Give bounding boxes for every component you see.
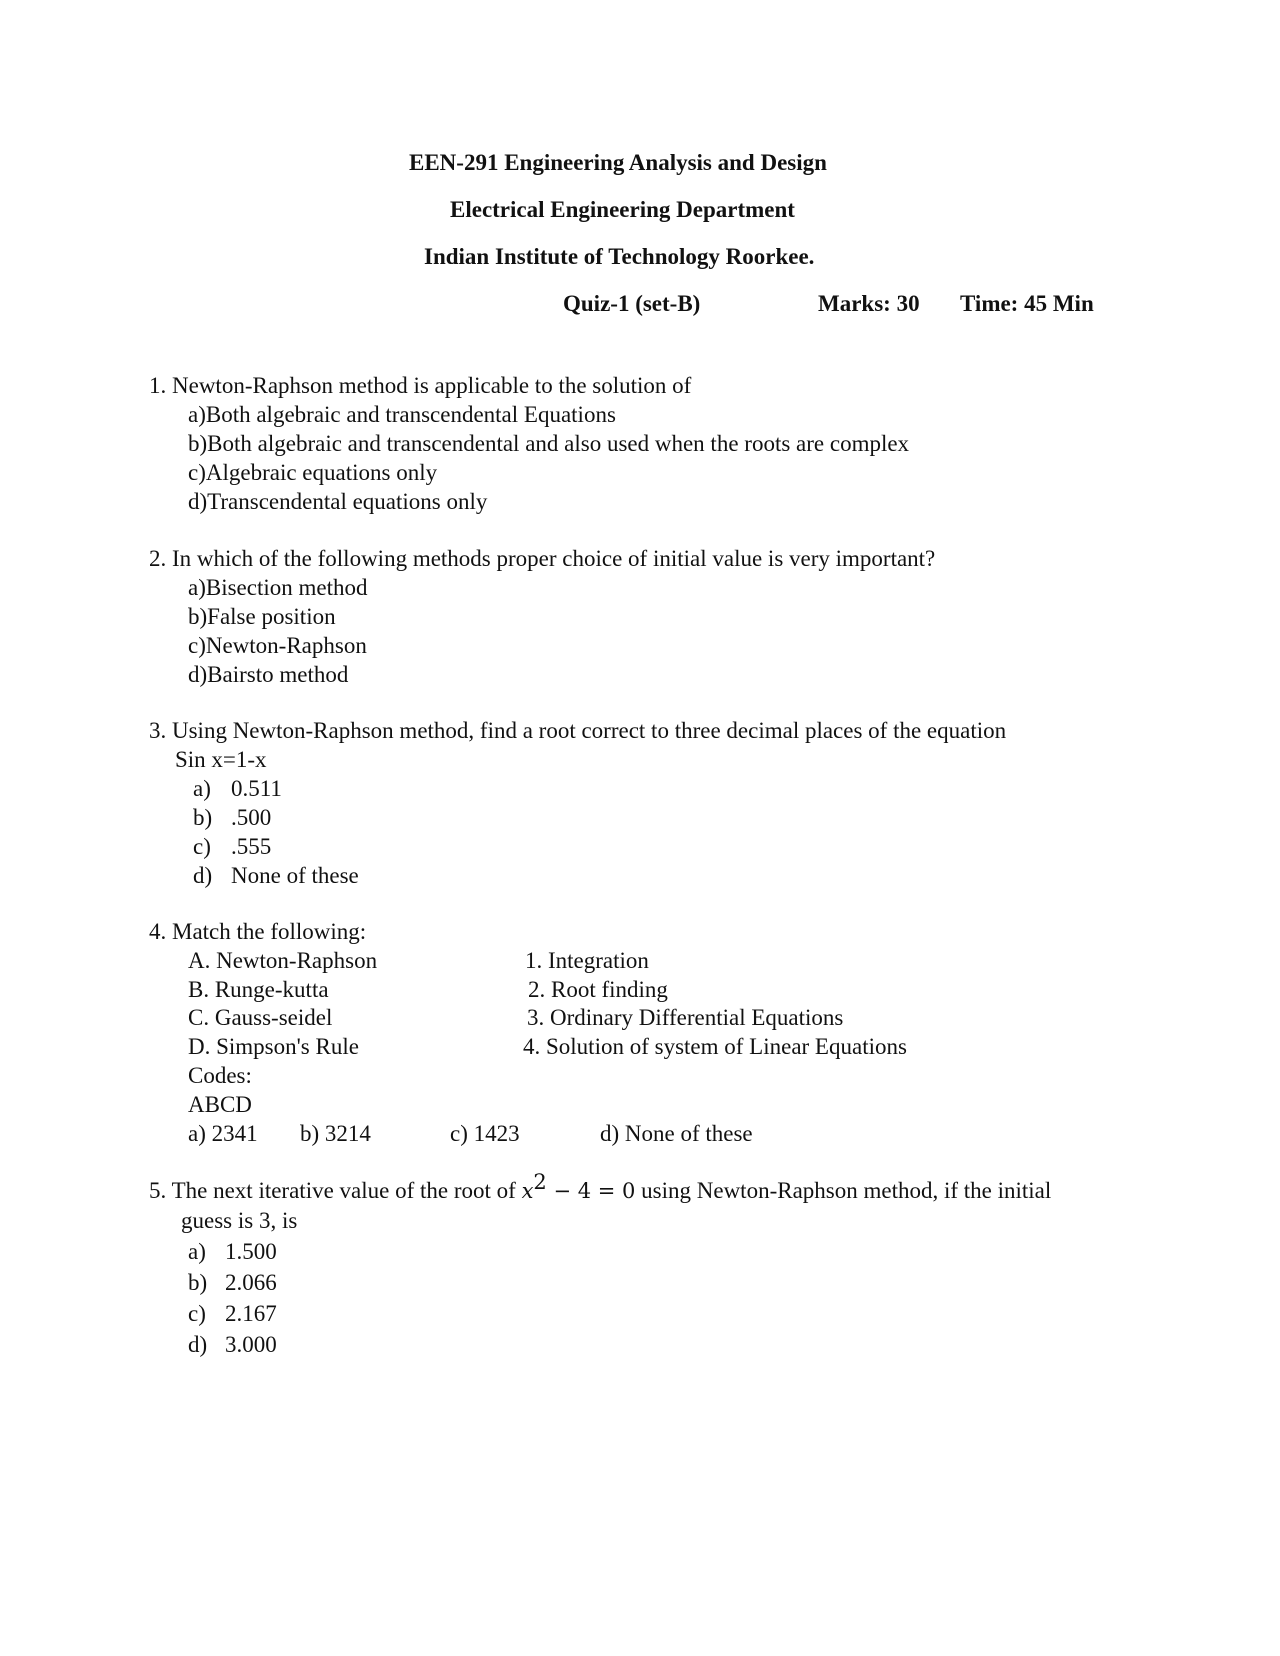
question-5-math-exp: 2 — [533, 1170, 547, 1194]
question-5-option-a-value: 1.500 — [225, 1239, 277, 1264]
question-5-option-c-value: 2.167 — [225, 1301, 277, 1326]
course-title: EEN-291 Engineering Analysis and Design — [409, 150, 827, 175]
codes-header: ABCD — [188, 1092, 252, 1117]
match-right-3: 3. Ordinary Differential Equations — [527, 1005, 844, 1030]
question-3-equation: Sin x=1-x — [175, 747, 267, 772]
question-5-option-b-value: 2.066 — [225, 1270, 277, 1295]
question-5-text-line-2: guess is 3, is — [181, 1208, 298, 1233]
question-5-option-d-value: 3.000 — [225, 1332, 277, 1357]
question-3-option-c-label: c) — [193, 834, 211, 859]
question-5-text — [149, 1170, 1052, 1205]
quiz-set: Quiz-1 (set-B) — [563, 291, 701, 316]
question-5-option-b-label: b) — [188, 1270, 208, 1295]
question-5-math-var: x — [521, 1179, 534, 1203]
question-3-option-c-value: .555 — [231, 834, 272, 859]
question-3-option-a-value: 0.511 — [231, 776, 282, 801]
question-3-text: 3. Using Newton-Raphson method, find a root correct to three decimal places of the equation — [149, 718, 1007, 743]
question-1-option-c: c)Algebraic equations only — [188, 460, 438, 485]
question-5-text-after: using Newton-Raphson method, if the initial — [641, 1178, 1052, 1203]
question-2-option-b: b)False position — [188, 604, 336, 629]
question-2-option-a: a)Bisection method — [188, 575, 368, 600]
institute-title: Indian Institute of Technology Roorkee. — [424, 244, 815, 269]
match-right-4: 4. Solution of system of Linear Equations — [523, 1034, 907, 1059]
match-right-1: 1. Integration — [525, 948, 649, 973]
question-5-math-rest: − 4 = 0 — [546, 1179, 636, 1203]
quiz-marks: Marks: 30 — [818, 291, 920, 316]
question-2-text: 2. In which of the following methods proper choice of initial value is very important? — [149, 546, 936, 571]
question-1-option-b: b)Both algebraic and transcendental and also used when the roots are complex — [188, 431, 910, 456]
match-left-a: A. Newton-Raphson — [188, 948, 378, 973]
answer-option-b: b) 3214 — [300, 1121, 371, 1146]
question-2-option-d: d)Bairsto method — [188, 662, 349, 687]
answer-option-d: d) None of these — [600, 1121, 753, 1146]
match-right-2: 2. Root finding — [528, 977, 668, 1002]
question-1-option-a: a)Both algebraic and transcendental Equations — [188, 402, 616, 427]
question-3-option-b-label: b) — [193, 805, 213, 830]
question-3-option-a-label: a) — [193, 776, 211, 801]
match-left-c: C. Gauss-seidel — [188, 1005, 333, 1030]
match-left-d: D. Simpson's Rule — [188, 1034, 359, 1059]
quiz-time: Time: 45 Min — [960, 291, 1094, 316]
codes-label: Codes: — [188, 1063, 252, 1088]
question-1-text: 1. Newton-Raphson method is applicable to the solution of — [149, 373, 692, 398]
answer-option-a: a) 2341 — [188, 1121, 258, 1146]
question-5-option-a-label: a) — [188, 1239, 206, 1264]
question-1-option-d: d)Transcendental equations only — [188, 489, 488, 514]
question-3-option-b-value: .500 — [231, 805, 272, 830]
question-3-option-d-label: d) — [193, 863, 213, 888]
question-2-option-c: c)Newton-Raphson — [188, 633, 367, 658]
department-title: Electrical Engineering Department — [450, 197, 795, 222]
question-4-text: 4. Match the following: — [149, 919, 367, 944]
question-3-option-d-value: None of these — [231, 863, 359, 888]
question-5-option-d-label: d) — [188, 1332, 208, 1357]
match-left-b: B. Runge-kutta — [188, 977, 329, 1002]
question-5-text-before: 5. The next iterative value of the root of — [149, 1178, 516, 1203]
answer-option-c: c) 1423 — [450, 1121, 520, 1146]
question-5-option-c-label: c) — [188, 1301, 206, 1326]
